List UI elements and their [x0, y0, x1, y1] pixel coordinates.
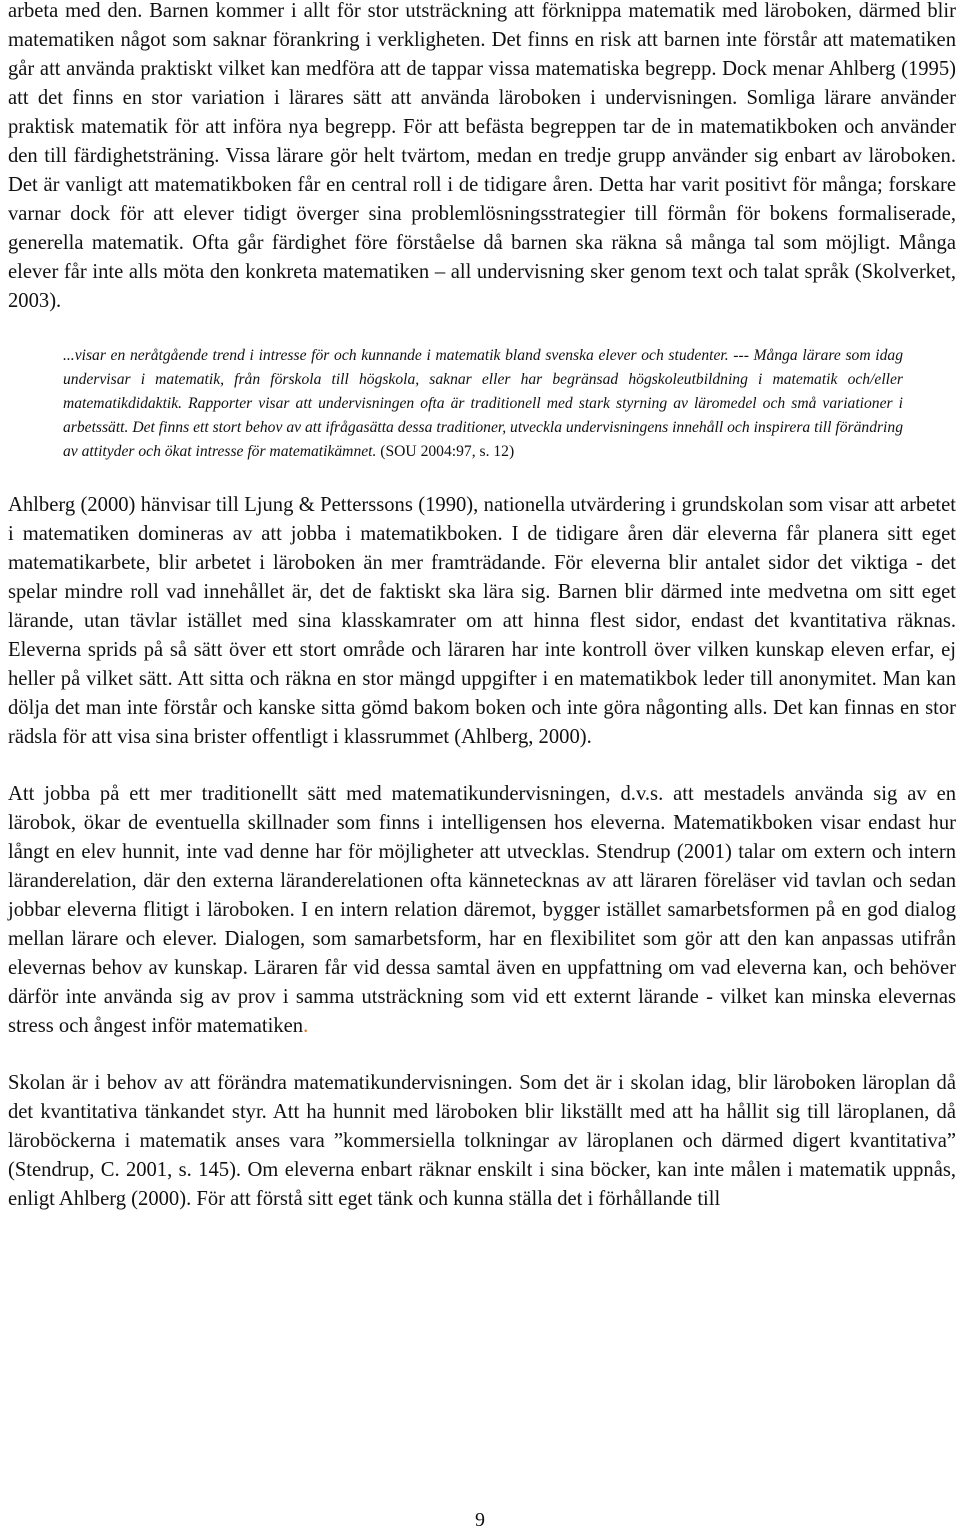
quote-citation: (SOU 2004:97, s. 12): [376, 443, 515, 460]
body-paragraph: Skolan är i behov av att förändra matematikundervisningen. Som det är i skolan idag, blir läroboken läroplan då det kvantitativa tänkandet styr. Att ha hunnit med läroboken blir likställt med att ha hållit sig till läroplanen, då läroböckerna i matematik anses vara ”kommersiella tolkningar av läroplanen och därmed digert kvantitativa” (Stendrup, C. 2001, s. 145). Om eleverna enbart räknar enskilt i sina böcker, kan inte målen i matematik uppnås, enligt Ahlberg (2000). För att förstå sitt eget tänk och kunna ställa det i förhållande till: [8, 1072, 956, 1210]
page-number: 9: [475, 1509, 485, 1531]
body-paragraph: Ahlberg (2000) hänvisar till Ljung & Petterssons (1990), nationella utvärdering i grundskolan som visar att arbetet i matematiken domineras av att jobba i matematikboken. I de tidigare åren där eleverna får planera sitt eget matematikarbete, blir arbetet i läroboken än mer framträdande. För eleverna blir antalet sidor det viktiga - det spelar mindre roll vad innehållet är, det de faktiskt ska lära sig. Barnen blir därmed inte medvetna om sitt eget lärande, utan tävlar istället med sina klasskamrater om att hinna flest sidor, endast det kvantitativa räknas. Eleverna sprids på så sätt över ett stort område och läraren har inte kontroll över vilken kunskap eleven erfar, ej heller på vilket sätt. Att sitta och räkna en stor mängd uppgifter i en matematikbok leder till anonymitet. Man kan dölja det man inte förstår och kanske sitta gömd bakom boken och inte göra någonting alls. Det kan finnas en stor rädsla för att visa sina brister offentligt i klassrummet (Ahlberg, 2000).: [8, 494, 956, 748]
highlighted-period: .: [303, 1015, 309, 1037]
body-paragraph-text: Att jobba på ett mer traditionellt sätt med matematikundervisningen, d.v.s. att mestadels använda sig av en lärobok, ökar de eventuella skillnader som finns i intelligensen hos eleverna. Matematikboken visar endast hur långt en elev hunnit, inte vad denne har för möjligheter att utvecklas. Stendrup (2001) talar om extern och intern läranderelation, där den externa läranderelationen ofta kännetecknas av att läraren föreläser vid tavlan och sedan jobbar eleverna flitigt i läroboken. I en intern relation däremot, bygger istället samarbetsformen på en god dialog mellan lärare och elever. Dialogen, som samarbetsform, har en flexibilitet som gör att den kan anpassas utifrån elevernas behov av kunskap. Läraren får vid dessa samtal även en uppfattning om vad eleverna kan, och behöver därför inte använda sig av prov i samma utsträckning som vid ett externt lärande - vilket kan minska elevernas stress och ångest inför matematiken: [8, 783, 956, 1037]
body-paragraph: arbeta med den. Barnen kommer i allt för stor utsträckning att förknippa matematik med läroboken, därmed blir matematiken något som saknar förankring i verkligheten. Det finns en risk att barnen inte förstår att matematiken går att använda praktiskt vilket kan medföra att de tappar vissa matematiska begrepp. Dock menar Ahlberg (1995) att det finns en stor variation i lärares sätt att använda läroboken i undervisningen. Somliga lärare använder praktisk matematik för att införa nya begrepp. För att befästa begreppen tar de in matematikboken och använder den till färdighetsträning. Vissa lärare gör helt tvärtom, medan en tredje grupp använder sig enbart av läroboken. Det är vanligt att matematikboken får en central roll i de tidigare åren. Detta har varit positivt för många; forskare varnar dock för att elever tidigt överger sina problemlösningsstrategier till förmån för bokens formaliserade, generella matematik. Ofta går färdighet före förståelse då barnen ska räkna så många tal som möjligt. Många elever får inte alls möta den konkreta matematiken – all undervisning sker genom text och talat språk (Skolverket, 2003).: [8, 0, 956, 312]
quote-text: ...visar en neråtgående trend i intresse för och kunnande i matematik bland svenska elever och studenter. --- Många lärare som idag undervisar i matematik, från förskola till högskola, saknar eller har begränsad högskoleutbildning i matematik och/eller matematikdidaktik. Rapporter visar att undervisningen ofta är traditionell med stark styrning av läromedel och små variationer i arbetssätt. Det finns ett stort behov av att ifrågasätta dessa traditioner, utveckla undervisningens innehåll och inspirera till förändring av attityder och ökat intresse för matematikämnet.: [63, 347, 903, 460]
document-page: [8, 0, 956, 1214]
block-quote: [63, 344, 903, 464]
body-paragraph: [8, 780, 956, 1041]
